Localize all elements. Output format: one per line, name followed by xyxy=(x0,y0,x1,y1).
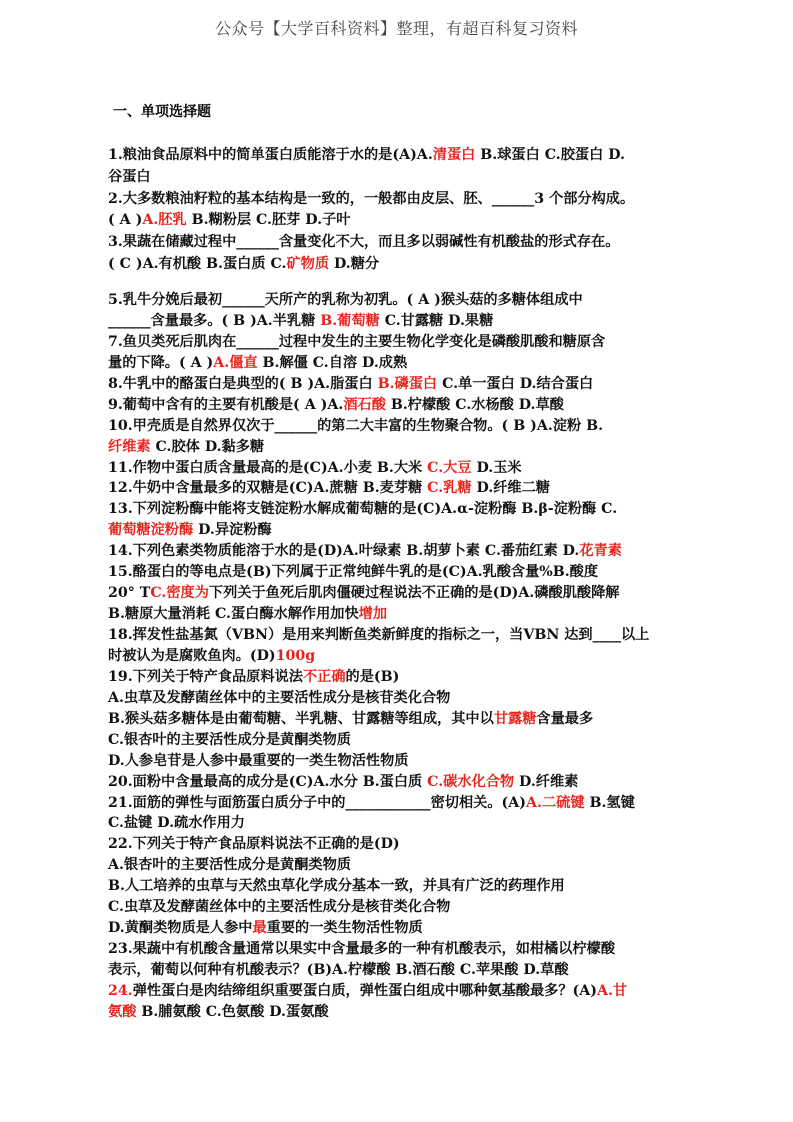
text-line xyxy=(108,667,698,688)
text-line xyxy=(108,254,698,276)
text-line xyxy=(108,834,698,855)
text-line xyxy=(108,646,698,667)
answer-highlight: C.乳糖 xyxy=(427,480,472,497)
text-segment: C.盐键 D.疏水作用力 xyxy=(108,815,245,832)
text-line xyxy=(108,499,698,520)
answer-highlight: 酒石酸 xyxy=(343,396,386,413)
answer-highlight: A.僵直 xyxy=(213,354,258,371)
text-segment: B.糖原大量消耗 C.蛋白酶水解作用加快 xyxy=(108,606,359,623)
text-segment: D.玉米 xyxy=(471,459,522,476)
text-segment: D.纤维素 xyxy=(514,773,579,790)
text-segment: C.甘露糖 D.果糖 xyxy=(379,312,494,329)
text-segment: ______含量最多。( B )A.半乳糖 xyxy=(108,312,321,329)
text-segment: 时被认为是腐败鱼肉。(D) xyxy=(108,647,276,664)
text-segment: B.人工培养的虫草与天然虫草化学成分基本一致，并具有广泛的药理作用 xyxy=(108,878,565,895)
text-segment: 8.牛乳中的酪蛋白是典型的( B )A.脂蛋白 xyxy=(108,375,378,392)
answer-highlight: A.甘 xyxy=(596,982,628,999)
text-segment: B.脯氨酸 C.色氨酸 D.蛋氨酸 xyxy=(136,1003,329,1020)
text-line xyxy=(108,145,698,167)
text-line xyxy=(108,939,698,960)
text-segment: 表示，葡萄以何种有机酸表示？(B)A.柠檬酸 B.酒石酸 C.苹果酸 D.草酸 xyxy=(108,962,569,978)
text-line xyxy=(108,793,698,814)
text-segment: D.糖分 xyxy=(329,255,380,272)
text-line xyxy=(108,918,698,939)
answer-highlight: C.大豆 xyxy=(427,459,472,476)
text-line xyxy=(108,332,698,353)
answer-highlight: 葡萄糖淀粉酶 xyxy=(108,522,194,539)
answer-highlight: 花青素 xyxy=(579,543,622,560)
text-line xyxy=(108,855,698,876)
text-segment: B.猴头菇多糖体是由葡萄糖、半乳糖、甘露糖等组成，其中以 xyxy=(108,710,494,727)
text-segment: C.虫草及发酵菌丝体中的主要活性成分是核苷类化合物 xyxy=(108,899,451,916)
text-segment: 12.牛奶中含量最多的双糖是(C)A.蔗糖 B.麦芽糖 xyxy=(108,480,428,497)
text-line xyxy=(108,374,698,395)
text-line xyxy=(108,395,698,416)
text-line xyxy=(108,520,698,541)
text-line xyxy=(108,210,698,232)
question-block-1 xyxy=(108,145,698,276)
text-line xyxy=(108,709,698,730)
text-line xyxy=(108,730,698,751)
answer-highlight: C.密度为 xyxy=(150,585,209,602)
text-line xyxy=(108,416,698,437)
text-line xyxy=(108,813,698,834)
text-segment: 21.面筋的弹性与面筋蛋白质分子中的____________密切相关。(A) xyxy=(108,794,526,811)
text-segment: D.黄酮类物质是人参中 xyxy=(108,920,253,937)
text-segment: ( C )A.有机酸 B.蛋白质 C. xyxy=(108,255,287,272)
answer-highlight: 增加 xyxy=(358,606,388,623)
text-segment: 弹性蛋白是肉结缔组织重要蛋白质，弹性蛋白组成中哪种氨基酸最多？(A) xyxy=(132,982,597,999)
text-segment: B.球蛋白 C.胶蛋白 D. xyxy=(475,147,625,163)
text-line xyxy=(108,167,698,189)
text-line xyxy=(108,688,698,709)
text-segment: 含量最多 xyxy=(536,710,594,727)
text-segment: 10.甲壳质是自然界仅次于______的第二大丰富的生物聚合物。( B )A.淀粉 B. xyxy=(108,417,604,434)
text-segment: 2.大多数粮油籽粒的基本结构是一致的，一般都由皮层、胚、______3 个部分构成。 xyxy=(108,190,635,207)
text-segment: B.解僵 C.自溶 D.成熟 xyxy=(257,354,408,371)
text-segment: 下列关于鱼死后肌肉僵硬过程说法不正确的是(D)A.磷酸肌酸降解 xyxy=(208,585,620,602)
text-segment: ( A ) xyxy=(108,212,143,229)
page-header-watermark: 公众号【大学百科资料】整理，有超百科复习资料 xyxy=(214,19,578,38)
text-line xyxy=(108,562,698,583)
text-line xyxy=(108,478,698,499)
answer-highlight: 纤维素 xyxy=(108,438,151,455)
text-segment: 19.下列关于特产食品原料说法 xyxy=(108,668,303,685)
text-line xyxy=(108,290,698,311)
text-segment: D.人参皂苷是人参中最重要的一类生物活性物质 xyxy=(108,752,409,769)
text-line xyxy=(108,960,698,981)
text-segment: C.单一蛋白 D.结合蛋白 xyxy=(437,375,594,392)
text-line xyxy=(108,311,698,332)
answer-highlight: 24. xyxy=(108,982,133,999)
answer-highlight: 100g xyxy=(275,647,316,664)
text-line xyxy=(108,897,698,918)
answer-highlight: A.二硫键 xyxy=(526,794,585,811)
text-line xyxy=(108,772,698,793)
text-segment: 9.葡萄中含有的主要有机酸是( A )A. xyxy=(108,396,344,413)
text-segment: 20.面粉中含量最高的成分是(C)A.水分 B.蛋白质 xyxy=(108,773,428,790)
text-line xyxy=(108,353,698,374)
text-segment: 14.下列色素类物质能溶于水的是(D)A.叶绿素 B.胡萝卜素 C.番茄红素 D. xyxy=(108,543,580,560)
answer-highlight: 清蛋白 xyxy=(432,147,476,163)
text-segment: D.纤维二糖 xyxy=(471,480,550,497)
text-segment: 量的下降。( A ) xyxy=(108,354,214,371)
text-segment: C.银杏叶的主要活性成分是黄酮类物质 xyxy=(108,731,351,748)
answer-highlight: C.碳水化合物 xyxy=(427,773,515,790)
text-segment: B.糊粉层 C.胚芽 D.子叶 xyxy=(186,212,351,229)
answer-highlight: A.胚乳 xyxy=(142,212,187,229)
text-segment: B.氢键 xyxy=(584,794,635,811)
answer-highlight: 氨酸 xyxy=(108,1003,137,1020)
answer-highlight: 最 xyxy=(252,920,267,937)
text-segment: 23.果蔬中有机酸含量通常以果实中含量最多的一种有机酸表示，如柑橘以柠檬酸 xyxy=(108,941,616,958)
text-segment: 11.作物中蛋白质含量最高的是(C)A.小麦 B.大米 xyxy=(108,459,428,476)
text-segment: 20° T xyxy=(108,585,151,602)
text-line xyxy=(108,751,698,772)
answer-highlight: 矿物质 xyxy=(286,255,330,272)
text-line xyxy=(108,981,698,1002)
answer-highlight: B.磷蛋白 xyxy=(377,375,438,392)
text-segment: 18.挥发性盐基氮（VBN）是用来判断鱼类新鲜度的指标之一，当VBN 达到____以上 xyxy=(108,627,650,643)
text-segment: 谷蛋白 xyxy=(108,168,151,185)
text-line xyxy=(108,232,698,254)
text-segment: 的是(B) xyxy=(345,668,400,685)
text-segment: 13.下列淀粉酶中能将支链淀粉水解成葡萄糖的是(C)A.α-淀粉酶 B.β-淀粉酶 C. xyxy=(108,501,618,518)
text-line xyxy=(108,604,698,625)
answer-highlight: 甘露糖 xyxy=(493,710,537,727)
text-segment: 重要的一类生物活性物质 xyxy=(266,920,423,937)
text-line xyxy=(108,189,698,211)
text-line xyxy=(108,437,698,458)
answer-highlight: B.葡萄糖 xyxy=(320,312,380,329)
text-segment: 5.乳牛分娩后最初______天所产的乳称为初乳。( A )猴头菇的多糖体组成中 xyxy=(108,292,583,308)
question-block-2 xyxy=(108,290,698,1023)
text-segment: A.银杏叶的主要活性成分是黄酮类物质 xyxy=(108,857,351,874)
text-segment: 15.酪蛋白的等电点是(B)下列属于正常纯鲜牛乳的是(C)A.乳酸含量%B.酸度 xyxy=(108,564,599,581)
answer-highlight: 不正确 xyxy=(302,668,346,685)
section-title: 一、单项选择题 xyxy=(113,104,211,120)
text-line xyxy=(108,583,698,604)
text-segment: 3.果蔬在储藏过程中______含量变化不大，而且多以弱碱性有机酸盐的形式存在。 xyxy=(108,234,620,251)
text-segment: 1.粮油食品原料中的简单蛋白质能溶于水的是(A)A. xyxy=(108,147,433,163)
text-segment: A.虫草及发酵菌丝体中的主要活性成分是核苷类化合物 xyxy=(108,689,451,706)
text-segment: 22.下列关于特产食品原料说法不正确的是(D) xyxy=(108,836,400,853)
text-segment: B.柠檬酸 C.水杨酸 D.草酸 xyxy=(385,396,564,413)
text-segment: 7.鱼贝类死后肌肉在______过程中发生的主要生物化学变化是磷酸肌酸和糖原含 xyxy=(108,333,606,350)
text-line xyxy=(108,458,698,479)
text-segment: C.胶体 D.黏多糖 xyxy=(150,438,265,455)
text-segment: D.异淀粉酶 xyxy=(193,522,272,539)
text-line xyxy=(108,1002,698,1023)
text-line xyxy=(108,541,698,562)
text-line xyxy=(108,625,698,646)
text-line xyxy=(108,876,698,897)
